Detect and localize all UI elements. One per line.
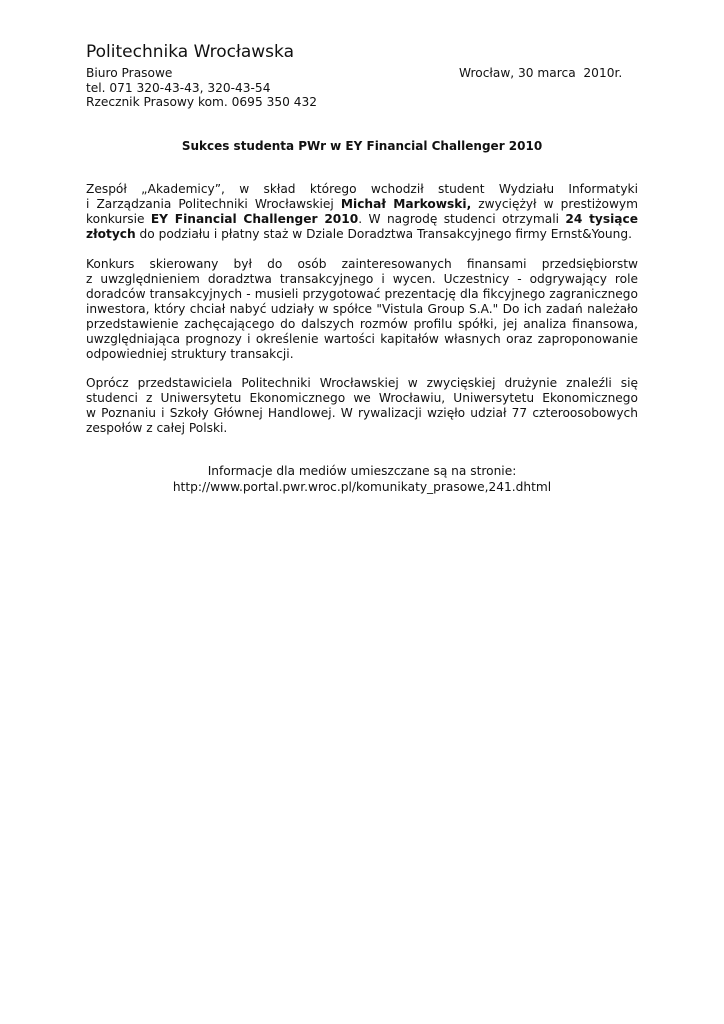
text-run: i Zarządzania Politechniki Wrocławskiej [86, 197, 341, 211]
document-title: Sukces studenta PWr w EY Financial Challenger 2010 [181, 139, 543, 153]
media-info [86, 464, 638, 495]
paragraph-1-line-4 [86, 227, 638, 242]
paragraph-3 [86, 376, 638, 436]
spokesperson-contact: Rzecznik Prasowy kom. 0695 350 432 [86, 95, 317, 110]
prize-amount: 24 tysiące [565, 212, 639, 226]
paragraph-1-line-3 [86, 212, 638, 227]
media-info-text: Informacje dla mediów umieszczane są na stronie: [207, 464, 517, 478]
paragraph-2-line: doradców transakcyjnych - musieli przygotować prezentację dla fikcyjnego zagranicznego [86, 287, 638, 301]
phone-numbers: tel. 071 320-43-43, 320-43-54 [86, 80, 271, 95]
text-run: konkursie [86, 212, 151, 226]
press-office-label: Biuro Prasowe [86, 66, 173, 80]
paragraph-2-line: inwestora, który chciał nabyć udziały w spółce "Vistula Group S.A." Do ich zadań należało [86, 302, 638, 316]
student-name: Michał Markowski, [340, 197, 472, 211]
paragraph-1-line-2 [86, 197, 638, 212]
paragraph-3-line: studenci z Uniwersytetu Ekonomicznego we Wrocławiu, Uniwersytetu Ekonomicznego [86, 391, 638, 405]
paragraph-2-line: odpowiedniej struktury transakcji. [86, 347, 294, 361]
paragraph-2-line: przedstawienie zachęcającego do dalszych rozmów profilu spółki, jej analiza finansowa, [86, 317, 638, 331]
text-run: do podziału i płatny staż w Dziale Doradztwa Transakcyjnego firmy Ernst&Young. [135, 227, 632, 241]
paragraph-2-line: z uwzględnieniem doradztwa transakcyjnego i wycen. Uczestnicy - odgrywający role [86, 272, 638, 286]
text-run: . W nagrodę studenci otrzymali [358, 212, 566, 226]
dateline: Wrocław, 30 marca 2010r. [459, 66, 623, 80]
paragraph-3-line: Oprócz przedstawiciela Politechniki Wrocławskiej w zwycięskiej drużynie znaleźli się [86, 376, 638, 390]
press-releases-url: http://www.portal.pwr.wroc.pl/komunikaty_prasowe,241.dhtml [172, 479, 552, 494]
paragraph-3-line: w Poznaniu i Szkoły Głównej Handlowej. W rywalizacji wzięło udział 77 czteroosobowych [86, 406, 638, 420]
paragraph-2 [86, 257, 638, 362]
paragraph-3-line: zespołów z całej Polski. [86, 421, 228, 435]
paragraph-1 [86, 182, 638, 242]
paragraph-1-line-1: Zespół „Akademicy”, w skład którego wchodził student Wydziału Informatyki [86, 182, 638, 196]
paragraph-2-line: uwzględniająca prognozy i określenie wartości kapitałów własnych oraz zaproponowanie [86, 332, 638, 346]
contact-block [86, 66, 317, 110]
competition-name: EY Financial Challenger 2010 [150, 212, 359, 226]
prize-currency: złotych [86, 227, 136, 241]
paragraph-2-line: Konkurs skierowany był do osób zainteresowanych finansami przedsiębiorstw [86, 257, 638, 271]
organization-name: Politechnika Wrocławska [86, 42, 294, 62]
text-run: zwyciężył w prestiżowym [471, 197, 638, 211]
